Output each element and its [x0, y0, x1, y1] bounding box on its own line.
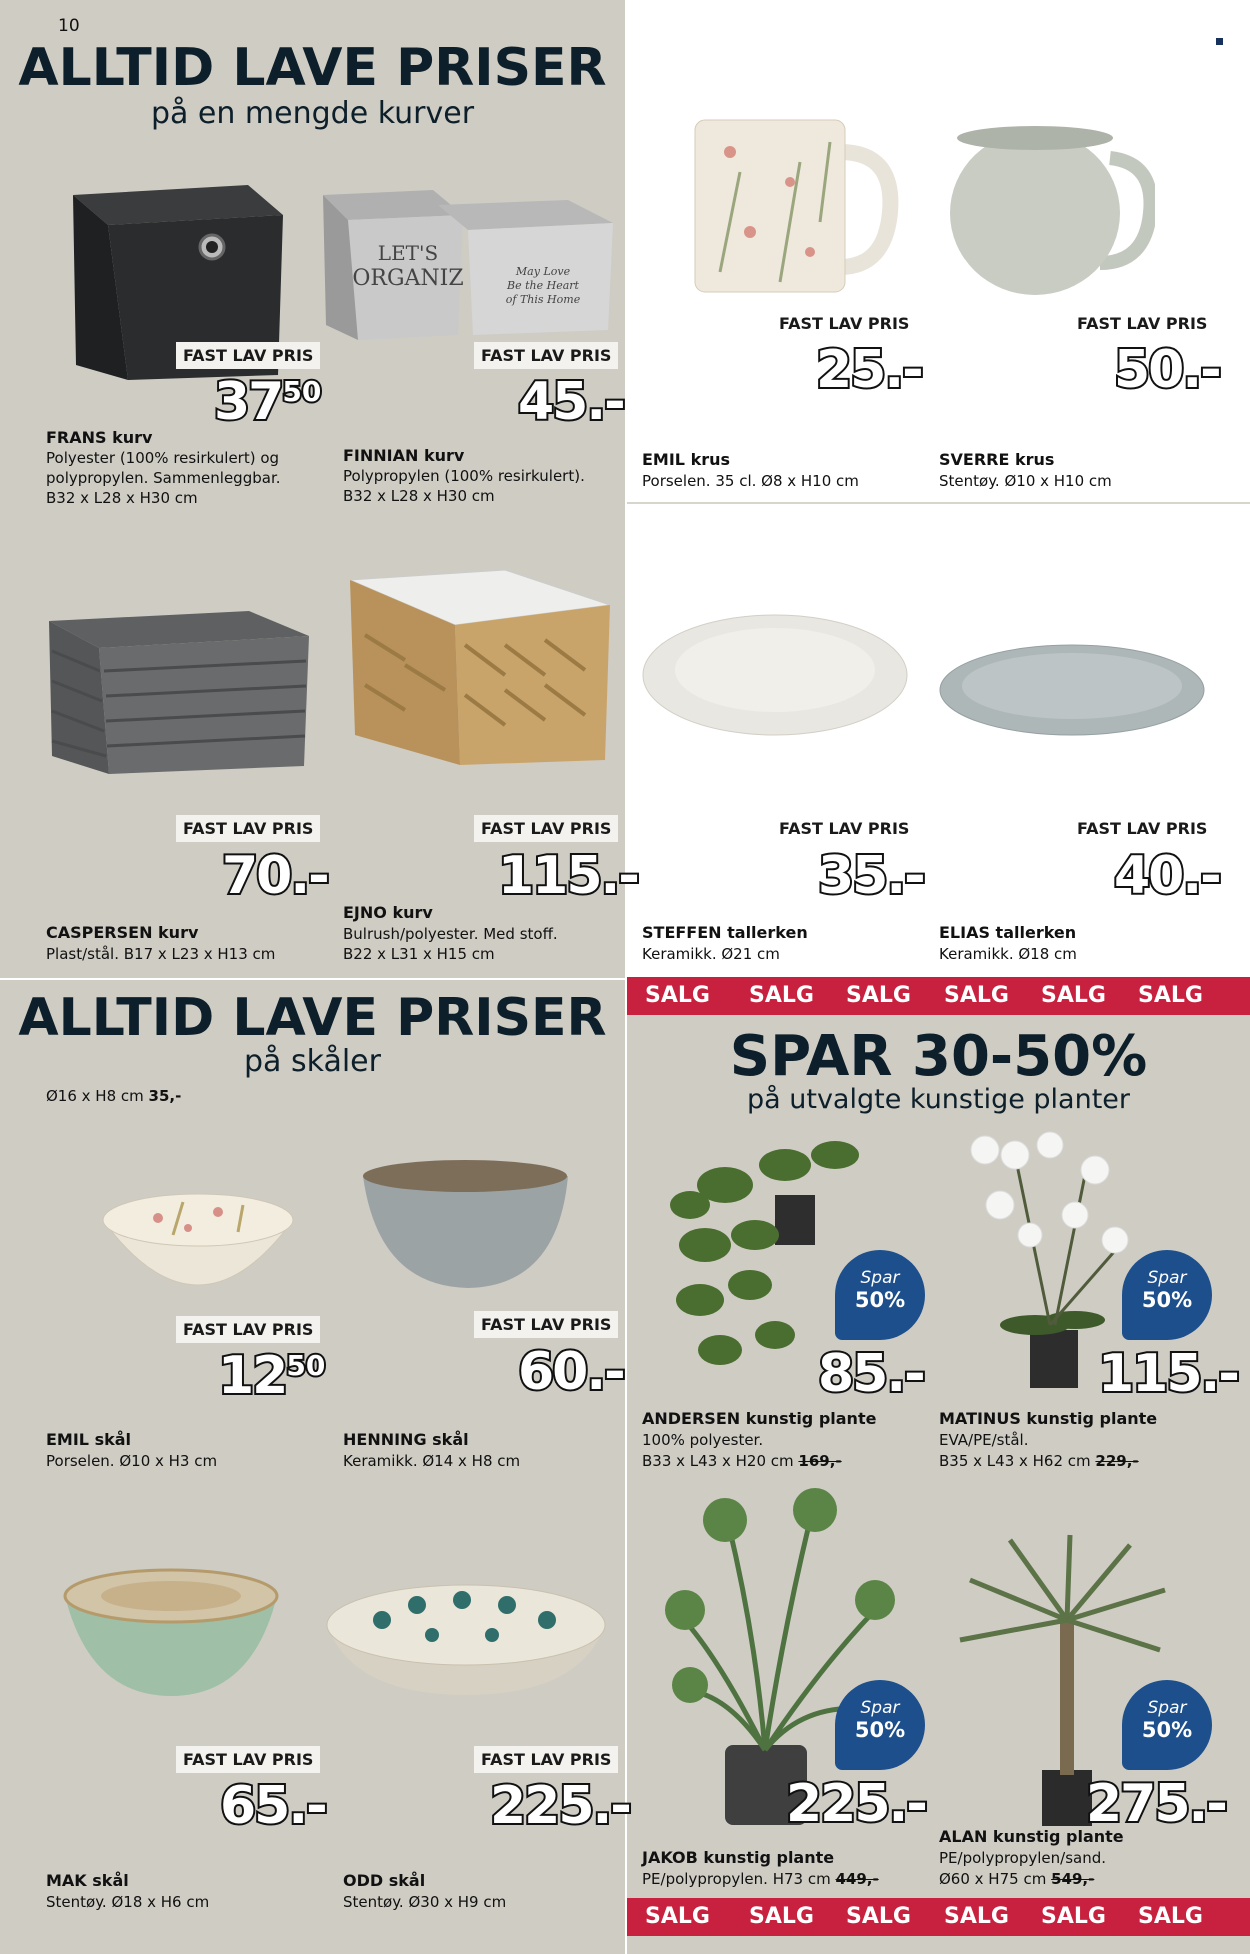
- elias-price: 40.-: [1114, 846, 1220, 906]
- elias-badge: FAST LAV PRIS: [1077, 819, 1208, 838]
- bowls-note-size: Ø16 x H8 cm: [46, 1087, 144, 1105]
- svg-text:of This Home: of This Home: [505, 293, 581, 306]
- ejno-price: 115.-: [498, 846, 638, 906]
- emil-krus-price: 25.-: [816, 340, 922, 400]
- steffen-desc-1: Keramikk. Ø21 cm: [642, 945, 780, 963]
- alan-desc-2: [939, 1869, 1094, 1889]
- steffen-plate-image: [640, 610, 910, 740]
- frans-desc-2: polypropylen. Sammenleggbar.: [46, 469, 281, 487]
- emil-skal-desc-1: Porselen. Ø10 x H3 cm: [46, 1452, 218, 1470]
- alan-name: ALAN kunstig plante: [939, 1827, 1124, 1846]
- alan-desc-1: PE/polypropylen/sand.: [939, 1849, 1107, 1867]
- frans-price-cents: 50: [282, 375, 322, 408]
- mak-badge: FAST LAV PRIS: [176, 1746, 320, 1773]
- ejno-basket-image: [345, 565, 615, 765]
- logo-mark: [1216, 38, 1223, 45]
- sverre-krus-desc-1: Stentøy. Ø10 x H10 cm: [939, 472, 1112, 490]
- ejno-badge: FAST LAV PRIS: [474, 815, 618, 842]
- henning-desc-1: Keramikk. Ø14 x H8 cm: [343, 1452, 521, 1470]
- salg-label: SALG: [1138, 983, 1203, 1008]
- spar-label: Spar: [860, 1698, 900, 1718]
- mak-desc-1: Stentøy. Ø18 x H6 cm: [46, 1893, 210, 1911]
- emil-skal-price-main: 12: [218, 1346, 287, 1406]
- salg-label: SALG: [749, 1904, 814, 1929]
- finnian-name: FINNIAN kurv: [343, 446, 465, 465]
- ejno-name: EJNO kurv: [343, 903, 433, 922]
- ejno-desc-2: B22 x L31 x H15 cm: [343, 945, 495, 963]
- ejno-desc-1: Bulrush/polyester. Med stoff.: [343, 925, 558, 943]
- jakob-old-price: 449,-: [835, 1870, 879, 1888]
- emil-skal-price-cents: 50: [286, 1349, 326, 1382]
- frans-desc-1: Polyester (100% resirkulert) og: [46, 449, 280, 467]
- andersen-price: 85.-: [818, 1344, 924, 1404]
- caspersen-name: CASPERSEN kurv: [46, 923, 199, 942]
- salg-label: SALG: [846, 983, 911, 1008]
- finnian-desc-2: B32 x L28 x H30 cm: [343, 487, 495, 505]
- finnian-price: 45.-: [518, 372, 624, 432]
- salg-label: SALG: [1138, 1904, 1203, 1929]
- frans-name: FRANS kurv: [46, 428, 153, 447]
- matinus-price: 115.-: [1098, 1344, 1238, 1404]
- jakob-name: JAKOB kunstig plante: [642, 1848, 835, 1867]
- caspersen-price: 70.-: [222, 846, 328, 906]
- alan-old-price: 549,-: [1051, 1870, 1095, 1888]
- caspersen-desc-1: Plast/stål. B17 x L23 x H13 cm: [46, 945, 276, 963]
- mak-price: 65.-: [220, 1776, 326, 1836]
- baskets-subtitle: på en mengde kurver: [150, 96, 475, 131]
- svg-text:LET'S: LET'S: [377, 241, 439, 265]
- salg-label: SALG: [846, 1904, 911, 1929]
- salg-label: SALG: [645, 1904, 710, 1929]
- sverre-krus-price: 50.-: [1114, 340, 1220, 400]
- matinus-desc-1: EVA/PE/stål.: [939, 1431, 1029, 1449]
- odd-badge: FAST LAV PRIS: [474, 1746, 618, 1773]
- odd-bowl-image: [322, 1580, 610, 1700]
- emil-krus-desc-1: Porselen. 35 cl. Ø8 x H10 cm: [642, 472, 859, 490]
- baskets-title: ALLTID LAVE PRISER: [18, 38, 607, 98]
- finnian-desc-1: Polypropylen (100% resirkulert).: [343, 467, 585, 485]
- salg-banner-bottom: [627, 1898, 1250, 1936]
- spar-value: 50%: [1141, 1718, 1193, 1742]
- salg-label: SALG: [944, 983, 1009, 1008]
- section-divider: [627, 502, 1250, 504]
- odd-name: ODD skål: [343, 1871, 426, 1890]
- matinus-size: B35 x L43 x H62 cm: [939, 1452, 1091, 1470]
- sverre-krus-badge: FAST LAV PRIS: [1077, 314, 1208, 333]
- page-number: 10: [58, 16, 80, 36]
- plants-subtitle: på utvalgte kunstige planter: [746, 1084, 1131, 1115]
- odd-desc-1: Stentøy. Ø30 x H9 cm: [343, 1893, 507, 1911]
- bowls-note: [46, 1086, 181, 1106]
- salg-label: SALG: [645, 983, 710, 1008]
- jakob-price: 225.-: [786, 1774, 926, 1834]
- henning-name: HENNING skål: [343, 1430, 469, 1449]
- jakob-desc-1: [642, 1869, 879, 1889]
- andersen-size: B33 x L43 x H20 cm: [642, 1452, 794, 1470]
- finnian-basket-image: [318, 185, 618, 345]
- andersen-spar-bubble: [835, 1250, 925, 1340]
- spar-label: Spar: [1147, 1268, 1187, 1288]
- finnian-badge: FAST LAV PRIS: [474, 342, 618, 369]
- henning-bowl-image: [358, 1158, 573, 1293]
- andersen-desc-1: 100% polyester.: [642, 1431, 764, 1449]
- spar-label: Spar: [1147, 1698, 1187, 1718]
- mak-bowl-image: [60, 1568, 282, 1698]
- andersen-old-price: 169,-: [798, 1452, 842, 1470]
- frans-price: [214, 372, 322, 432]
- andersen-desc-2: [642, 1451, 842, 1471]
- jakob-spar-bubble: [835, 1680, 925, 1770]
- steffen-badge: FAST LAV PRIS: [779, 819, 910, 838]
- frans-price-main: 37: [214, 372, 283, 432]
- alan-spar-bubble: [1122, 1680, 1212, 1770]
- alan-price: 275.-: [1086, 1774, 1226, 1834]
- caspersen-badge: FAST LAV PRIS: [176, 815, 320, 842]
- svg-text:Be the Heart: Be the Heart: [507, 279, 579, 292]
- elias-name: ELIAS tallerken: [939, 923, 1077, 942]
- svg-text:May Love: May Love: [515, 265, 571, 278]
- emil-skal-price: [218, 1346, 326, 1406]
- henning-badge: FAST LAV PRIS: [474, 1311, 618, 1338]
- spar-value: 50%: [854, 1288, 906, 1312]
- andersen-name: ANDERSEN kunstig plante: [642, 1409, 877, 1428]
- salg-label: SALG: [1041, 983, 1106, 1008]
- alan-size: Ø60 x H75 cm: [939, 1870, 1047, 1888]
- matinus-old-price: 229,-: [1095, 1452, 1139, 1470]
- elias-desc-1: Keramikk. Ø18 cm: [939, 945, 1077, 963]
- steffen-name: STEFFEN tallerken: [642, 923, 808, 942]
- matinus-spar-bubble: [1122, 1250, 1212, 1340]
- matinus-name: MATINUS kunstig plante: [939, 1409, 1158, 1428]
- bowls-subtitle: på skåler: [244, 1044, 381, 1079]
- caspersen-basket-image: [44, 606, 314, 776]
- emil-skal-name: EMIL skål: [46, 1430, 132, 1449]
- spar-label: Spar: [860, 1268, 900, 1288]
- bowls-title: ALLTID LAVE PRISER: [18, 988, 607, 1048]
- frans-badge: FAST LAV PRIS: [176, 342, 320, 369]
- salg-label: SALG: [1041, 1904, 1106, 1929]
- emil-krus-name: EMIL krus: [642, 450, 731, 469]
- frans-desc-3: B32 x L28 x H30 cm: [46, 489, 198, 507]
- henning-price: 60.-: [518, 1342, 624, 1402]
- matinus-desc-2: [939, 1451, 1139, 1471]
- svg-text:ORGANIZ: ORGANIZ: [352, 266, 464, 291]
- steffen-price: 35.-: [818, 846, 924, 906]
- plants-title: SPAR 30-50%: [729, 1024, 1148, 1089]
- emil-mug-image: [690, 112, 900, 297]
- emil-krus-badge: FAST LAV PRIS: [779, 314, 910, 333]
- odd-price: 225.-: [490, 1776, 630, 1836]
- spar-value: 50%: [854, 1718, 906, 1742]
- sverre-mug-image: [945, 118, 1155, 298]
- emil-bowl-image: [98, 1190, 298, 1290]
- bowls-note-price: 35,-: [148, 1087, 182, 1105]
- salg-label: SALG: [749, 983, 814, 1008]
- sverre-krus-name: SVERRE krus: [939, 450, 1055, 469]
- elias-plate-image: [937, 640, 1207, 740]
- spar-value: 50%: [1141, 1288, 1193, 1312]
- salg-banner-top: [627, 977, 1250, 1015]
- emil-skal-badge: FAST LAV PRIS: [176, 1316, 320, 1343]
- mak-name: MAK skål: [46, 1871, 129, 1890]
- salg-label: SALG: [944, 1904, 1009, 1929]
- jakob-material: PE/polypropylen. H73 cm: [642, 1870, 831, 1888]
